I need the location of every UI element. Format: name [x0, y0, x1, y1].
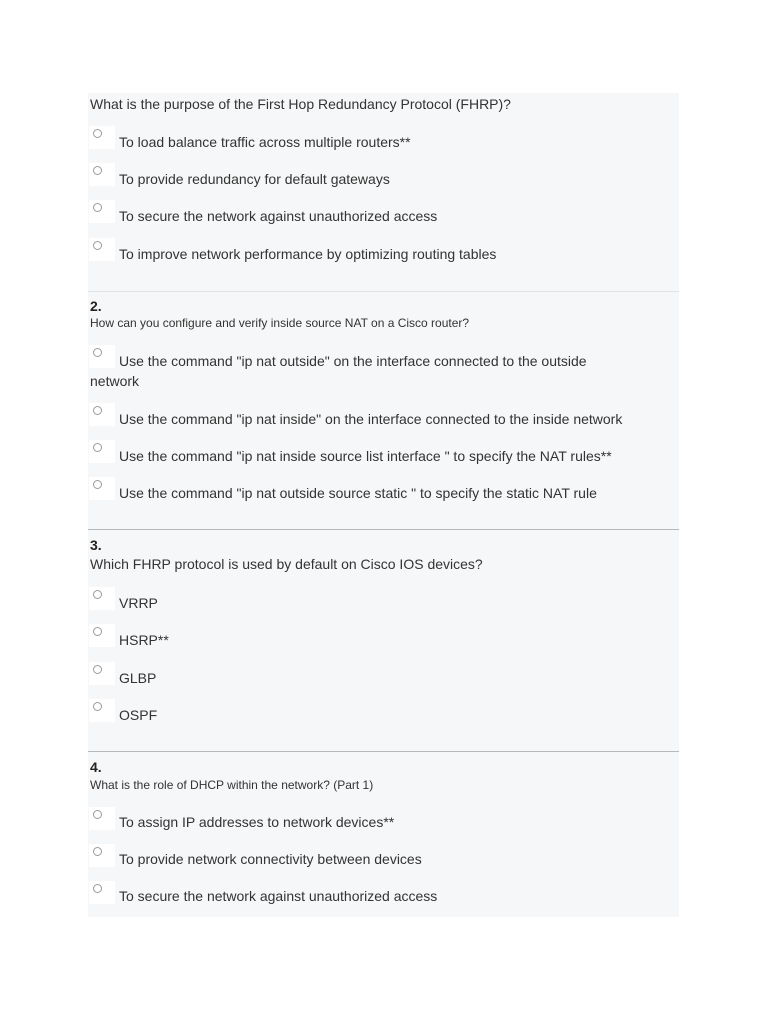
question-divider	[88, 529, 679, 530]
question-1-text: What is the purpose of the First Hop Redundancy Protocol (FHRP)?	[90, 96, 511, 112]
option-label: To provide redundancy for default gateways	[119, 171, 390, 187]
radio-circle-icon	[93, 166, 102, 175]
option-label: Use the command "ip nat outside" on the interface connected to the outside	[119, 353, 587, 369]
radio-circle-icon	[93, 406, 102, 415]
option-label: To provide network connectivity between devices	[119, 851, 422, 867]
radio-circle-icon	[93, 443, 102, 452]
option-label: Use the command "ip nat inside source list interface " to specify the NAT rules**	[119, 448, 612, 464]
option-label: To secure the network against unauthorized access	[119, 208, 438, 224]
radio-circle-icon	[93, 847, 102, 856]
radio-circle-icon	[93, 810, 102, 819]
radio-circle-icon	[93, 480, 102, 489]
quiz-sheet	[88, 93, 679, 917]
radio-circle-icon	[93, 203, 102, 212]
radio-circle-icon	[93, 590, 102, 599]
question-divider	[88, 751, 679, 752]
radio-button[interactable]	[89, 345, 115, 368]
option-label: VRRP	[119, 595, 158, 611]
radio-button[interactable]	[89, 163, 115, 186]
question-4-text: What is the role of DHCP within the network? (Part 1)	[90, 778, 374, 792]
radio-button[interactable]	[89, 807, 115, 830]
radio-circle-icon	[93, 702, 102, 711]
option-label: To assign IP addresses to network devices**	[119, 814, 395, 830]
option-label: To load balance traffic across multiple routers**	[119, 134, 411, 150]
option-label: Use the command "ip nat inside" on the interface connected to the inside network	[119, 411, 623, 427]
radio-button[interactable]	[89, 200, 115, 223]
question-3-number: 3.	[90, 537, 102, 553]
option-label: To improve network performance by optimizing routing tables	[119, 246, 497, 262]
radio-button[interactable]	[89, 587, 115, 610]
question-2-text: How can you configure and verify inside source NAT on a Cisco router?	[90, 316, 470, 330]
radio-circle-icon	[93, 129, 102, 138]
option-label: Use the command "ip nat outside source static " to specify the static NAT rule	[119, 485, 597, 501]
option-label: To secure the network against unauthorized access	[119, 888, 438, 904]
radio-circle-icon	[93, 348, 102, 357]
option-label: HSRP**	[119, 632, 169, 648]
radio-circle-icon	[93, 665, 102, 674]
radio-button[interactable]	[89, 403, 115, 426]
option-label: GLBP	[119, 670, 157, 686]
radio-circle-icon	[93, 884, 102, 893]
radio-button[interactable]	[89, 624, 115, 647]
option-label: OSPF	[119, 707, 158, 723]
option-label-continuation: network	[90, 373, 140, 389]
radio-circle-icon	[93, 241, 102, 250]
question-divider	[88, 291, 679, 292]
radio-button[interactable]	[89, 844, 115, 867]
question-2-number: 2.	[90, 298, 102, 314]
question-3-text: Which FHRP protocol is used by default on Cisco IOS devices?	[90, 556, 483, 572]
radio-button[interactable]	[89, 126, 115, 149]
radio-circle-icon	[93, 627, 102, 636]
radio-button[interactable]	[89, 477, 115, 500]
radio-button[interactable]	[89, 881, 115, 904]
radio-button[interactable]	[89, 238, 115, 261]
question-4-number: 4.	[90, 759, 102, 775]
radio-button[interactable]	[89, 699, 115, 722]
radio-button[interactable]	[89, 662, 115, 685]
radio-button[interactable]	[89, 440, 115, 463]
